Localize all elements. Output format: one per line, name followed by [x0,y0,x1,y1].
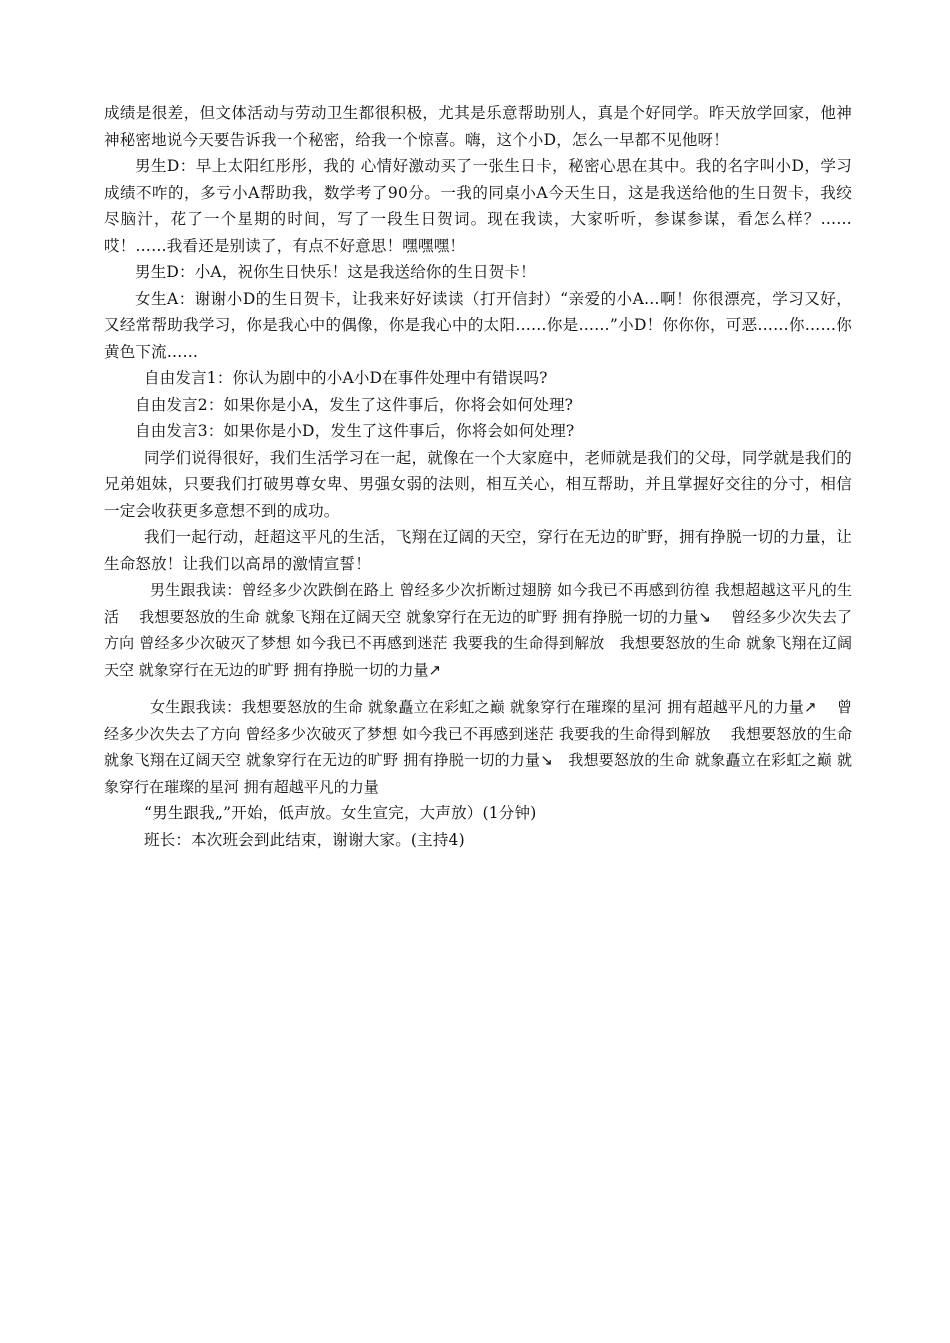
document-page [104,100,852,853]
paragraph-call-to-action: 我们一起行动，赶超这平凡的生活，飞翔在辽阔的天空，穿行在无边的旷野，拥有挣脱一切的力量，让生命怒放！让我们以高昂的激情宣誓！ [104,528,852,573]
paragraph-gap [104,683,852,694]
paragraph-boys-recitation: 男生跟我读：曾经多少次跌倒在路上 曾经多少次折断过翅膀 如今我已不再感到彷徨 我想超越这平凡的生活 我想要怒放的生命 就象飞翔在辽阔天空 就象穿行在无边的旷野 拥有挣脱一切的力量↘ 曾经多少次失去了方向 曾经多少次破灭了梦想 如今我已不再感到迷茫 我要我的生命得到解放 我想要怒放的生命 就象飞翔在辽阔天空 就象穿行在无边的旷野 拥有挣脱一切的力量↗ [104,581,852,679]
paragraph-girls-recitation: 女生跟我读：我想要怒放的生命 就象矗立在彩虹之巅 就象穿行在璀璨的星河 拥有超越平凡的力量↗ 曾经多少次失去了方向 曾经多少次破灭了梦想 如今我已不再感到迷茫 我要我的生命得到解放 我想要怒放的生命 就象飞翔在辽阔天空 就象穿行在无边的旷野 拥有挣脱一切的力量↘ 我想要怒放的生命 就象矗立在彩虹之巅 就象穿行在璀璨的星河 拥有超越平凡的力量 [104,698,852,796]
paragraph-closing-remark: 班长：本次班会到此结束，谢谢大家。(主持4) [144,830,465,849]
paragraph-free-speech-1: 自由发言1：你认为剧中的小A小D在事件处理中有错误吗? [144,369,548,387]
paragraph-stage-direction: “男生跟我„”开始，低声放。女生宣完，大声放）(1分钟) [144,804,537,822]
paragraph-free-speech-2: 自由发言2：如果你是小A，发生了这件事后，你将会如何处理? [135,395,574,414]
paragraph-free-speech-3: 自由发言3：如果你是小D，发生了这件事后，你将会如何处理? [135,422,575,440]
paragraph-girl-a-reply: 女生A：谢谢小D的生日贺卡，让我来好好读读（打开信封）“亲爱的小A…啊！你很漂亮，学习又好，又经常帮助我学习，你是我心中的偶像，你是我心中的太阳……你是……”小D！你你你，可恶……你……你黄色下流…… [104,289,852,361]
paragraph-intro-continued: 成绩是很差，但文体活动与劳动卫生都很积极，尤其是乐意帮助别人，真是个好同学。昨天放学回家，他神神秘密地说今天要告诉我一个秘密，给我一个惊喜。嗨，这个小D，怎么一早都不见他呀！ [104,104,852,149]
paragraph-teacher-summary: 同学们说得很好，我们生活学习在一起，就像在一个大家庭中，老师就是我们的父母，同学就是我们的兄弟姐妹，只要我们打破男尊女卑、男强女弱的法则，相互关心，相互帮助，并且掌握好交往的分寸，相信一定会收获更多意想不到的成功。 [104,448,852,520]
paragraph-boy-d-greeting: 男生D：小A，祝你生日快乐！这是我送给你的生日贺卡！ [135,263,536,281]
paragraph-boy-d-monologue: 男生D：早上太阳红彤彤，我的 心情好激动买了一张生日卡，秘密心思在其中。我的名字叫小D，学习成绩不咋的，多亏小A帮助我，数学考了90分。一我的同桌小A今天生日，这是我送给他的生日贺卡，我绞尽脑汁，花了一个星期的时间，写了一段生日贺词。现在我读，大家听听，参谋参谋，看怎么样？……哎！……我看还是别读了，有点不好意思！嘿嘿嘿！ [104,157,852,255]
